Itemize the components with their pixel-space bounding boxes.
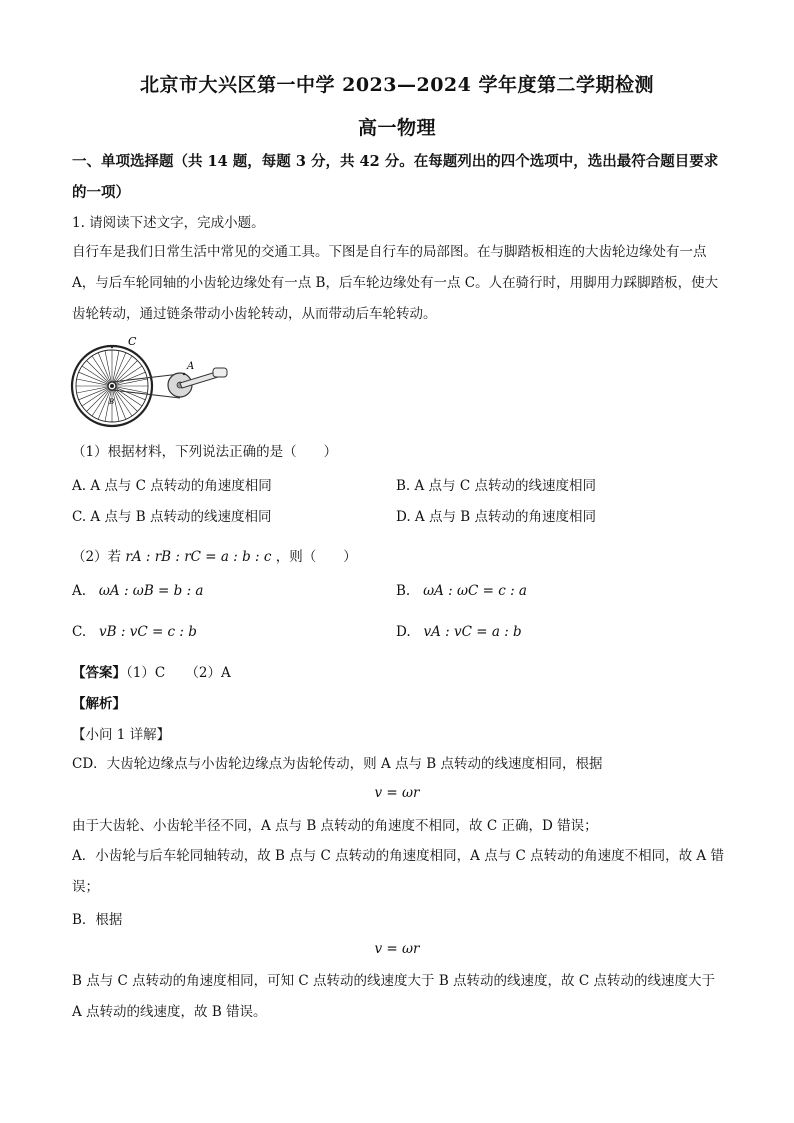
- sub2-option-d-label: D.: [396, 624, 411, 640]
- sub1-option-a: A. A 点与 C 点转动的角速度相同: [72, 478, 272, 494]
- analysis-label: 【解析】: [72, 696, 126, 712]
- analysis-p4: B．根据: [72, 912, 123, 928]
- document-subtitle: 高一物理: [357, 117, 436, 139]
- sub2-stem-pre: （2）若: [72, 549, 122, 565]
- sub2-option-a-label: A.: [72, 583, 87, 599]
- analysis-p3: A．小齿轮与后车轮同轴转动，故 B 点与 C 点转动的角速度相同，A 点与 C 点转动的角速度不相同，故 A 错误；: [72, 848, 724, 895]
- bicycle-figure: [68, 336, 238, 428]
- sub2-option-c: [72, 624, 197, 640]
- sub2-option-d-formula: vA : vC = a : b: [423, 624, 522, 640]
- question-intro: 1. 请阅读下述文字，完成小题。: [72, 215, 265, 231]
- label-b: B: [109, 398, 115, 406]
- label-c: C: [128, 336, 137, 348]
- answer-text: （1）C （2）A: [126, 665, 231, 681]
- sub1-option-b: B. A 点与 C 点转动的线速度相同: [396, 478, 596, 494]
- analysis-p2: 由于大齿轮、小齿轮半径不同，A 点与 B 点转动的角速度不相同，故 C 正确，D 错误；: [72, 818, 598, 834]
- analysis-p5: B 点与 C 点转动的角速度相同，可知 C 点转动的线速度大于 B 点转动的线速度，故 C 点转动的线速度大于 A 点转动的线速度，故 B 错误。: [72, 973, 715, 1020]
- sub1-stem: （1）根据材料，下列说法正确的是（ ）: [72, 444, 338, 460]
- sub2-option-a: [72, 583, 203, 599]
- point-a-marker: [183, 373, 185, 375]
- sub2-option-b-formula: ωA : ωC = c : a: [423, 583, 527, 599]
- question-passage: 自行车是我们日常生活中常见的交通工具。下图是自行车的局部图。在与脚踏板相连的大齿轮边缘处有一点 A，与后车轮同轴的小齿轮边缘处有一点 B，后车轮边缘处有一点 C。人在骑行时，用脚用力踩脚踏板，使大齿轮转动，通过链条带动小齿轮转动，从而带动后车轮转动。: [72, 244, 719, 322]
- section-heading: 一、单项选择题（共 14 题，每题 3 分，共 42 分。在每题列出的四个选项中，选出最符合题目要求的一项）: [72, 153, 719, 201]
- rear-wheel: [72, 346, 152, 426]
- document-title: 北京市大兴区第一中学 2023—2024 学年度第二学期检测: [140, 74, 654, 96]
- sub2-option-b: [396, 583, 527, 599]
- sub2-option-d: [396, 624, 522, 640]
- point-c-marker: [111, 346, 113, 348]
- sub2-option-c-label: C.: [72, 624, 87, 640]
- answer-label: 【答案】: [72, 665, 126, 681]
- sub2-option-c-formula: vB : vC = c : b: [99, 624, 197, 640]
- sub2-option-a-formula: ωA : ωB = b : a: [98, 583, 204, 599]
- sub1-option-c: C. A 点与 B 点转动的线速度相同: [72, 509, 272, 525]
- analysis-p1: CD．大齿轮边缘点与小齿轮边缘点为齿轮传动，则 A 点与 B 点转动的线速度相同，根据: [72, 756, 603, 772]
- answer-line: [72, 661, 231, 681]
- analysis-formula-1: v = ωr: [374, 785, 420, 801]
- sub1-option-d: D. A 点与 B 点转动的角速度相同: [396, 509, 596, 525]
- sub2-stem-post: ，则（ ）: [275, 549, 357, 565]
- label-a: A: [187, 361, 195, 372]
- sub2-stem: [72, 545, 357, 565]
- sub2-option-b-label: B.: [396, 583, 411, 599]
- analysis-sub-label: 【小问 1 详解】: [72, 727, 171, 743]
- analysis-formula-2: v = ωr: [374, 941, 420, 957]
- sub2-stem-formula: rA : rB : rC = a : b : c: [125, 549, 272, 565]
